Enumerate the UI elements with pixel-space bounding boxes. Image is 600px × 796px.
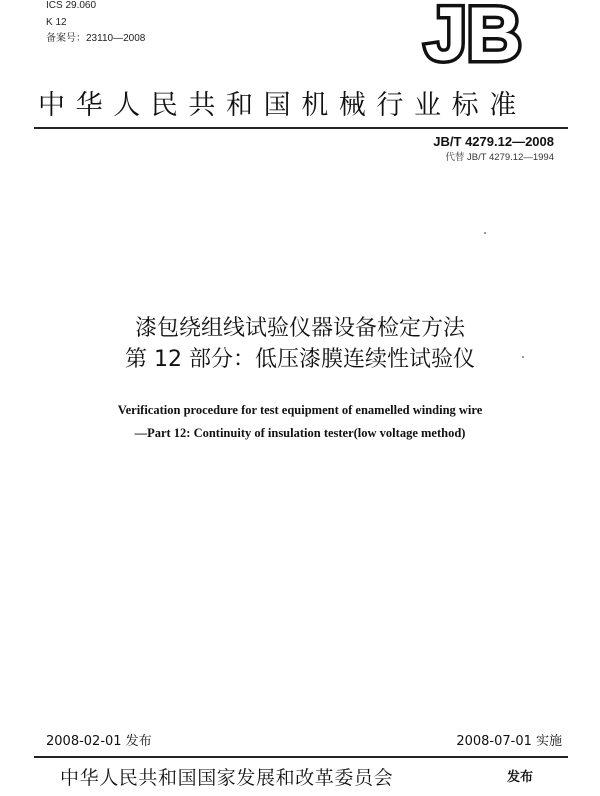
ccs-code: K 12 — [46, 17, 67, 28]
scan-speck — [522, 356, 524, 358]
jb-logo-text: JB — [424, 0, 522, 68]
replaces-note: 代替 JB/T 4279.12—1994 — [445, 152, 554, 163]
title-en-line2: —Part 12: Continuity of insulation tester(low voltage method) — [134, 426, 466, 440]
title-zh-line1: 漆包绕组线试验仪器设备检定方法 — [134, 316, 465, 341]
jb-logo — [416, 0, 530, 68]
issuer-action: 发布 — [507, 770, 534, 785]
scan-speck — [484, 232, 486, 234]
bottom-rule — [34, 756, 568, 758]
issuer-name: 中华人民共和国国家发展和改革委员会 — [60, 767, 394, 789]
title-zh-line2: 第 12 部分：低压漆膜连续性试验仪 — [125, 347, 475, 372]
top-rule — [34, 127, 568, 129]
filing-number: 备案号：23110—2008 — [46, 33, 146, 44]
title-en-line1: Verification procedure for test equipment of enamelled winding wire — [117, 403, 483, 417]
publish-date: 2008-02-01 发布 — [46, 734, 152, 749]
standard-category: 中华人民共和国机械行业标准 — [38, 90, 527, 121]
standard-number: JB/T 4279.12—2008 — [433, 134, 554, 149]
implement-date: 2008-07-01 实施 — [456, 734, 562, 749]
ics-code: ICS 29.060 — [46, 0, 97, 11]
